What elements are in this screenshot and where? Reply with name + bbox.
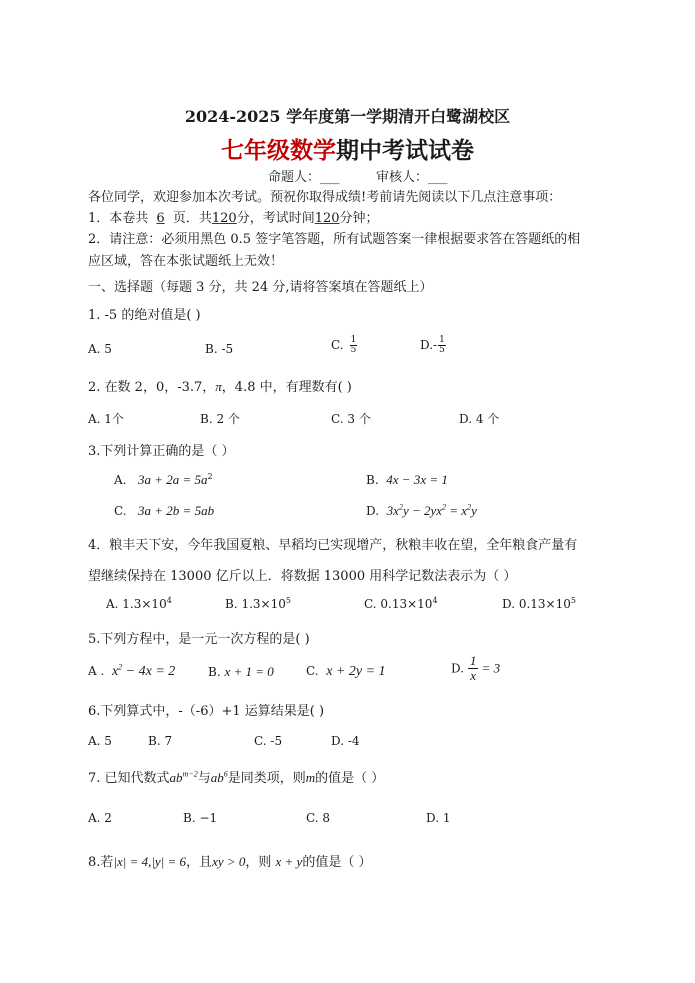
- q2-option-c: C. 3 个: [331, 412, 371, 426]
- q8-stem: 8.若|x| = 4,|y| = 6，且xy > 0，则 x + y的值是（ ）: [88, 854, 372, 870]
- q2-option-a: A. 1个: [88, 412, 124, 426]
- q2-option-b: B. 2 个: [200, 412, 240, 426]
- total-score: 120: [211, 211, 237, 226]
- q1-option-c: C. $\frac{1}{5}$: [331, 335, 357, 355]
- q6-option-b: B. 7: [148, 734, 173, 748]
- fraction: $\frac{1}{5}$: [439, 335, 445, 355]
- q2-stem: 2. 在数 2，0，-3.7，π，4.8 中，有理数有( ): [88, 379, 352, 395]
- school-line: 2024-2025 学年度第一学期清开白鹭湖校区: [184, 107, 511, 126]
- intro-note-1: 1．本卷共 6 页．共120分，考试时间120分钟；: [88, 211, 379, 226]
- fraction: $\frac{1}{x}$: [469, 653, 477, 683]
- intro-greeting: 各位同学，欢迎参加本次考试。预祝你取得成绩!考前请先阅读以下几点注意事项：: [88, 190, 562, 205]
- q1-stem: 1. -5 的绝对值是( ): [88, 308, 201, 323]
- q5-option-a: A . $x^2 - 4x = 2$: [88, 662, 176, 679]
- title-grade: 七年级: [221, 137, 290, 164]
- reviewer-label: 审核人：___: [376, 170, 448, 185]
- pi-symbol: π: [215, 379, 222, 394]
- q4-option-b: B. $1.3\times 10^5$: [225, 596, 291, 611]
- q7-option-d: D. 1: [426, 811, 451, 825]
- q1-option-a: A. 5: [88, 342, 112, 356]
- fraction: $\frac{1}{5}$: [350, 335, 357, 355]
- q4-stem-line1: 4．粮丰天下安，今年我国夏粮、早稻均已实现增产，秋粮丰收在望，全年粮食产量有: [88, 538, 578, 553]
- q5-option-d: D. $\frac{1}{x}$ = 3: [451, 653, 501, 683]
- q6-stem: 6.下列算式中，-（-6）+1 运算结果是( ): [88, 704, 325, 719]
- q3-option-d: D. $3x^2y - 2yx^2 = x^2y$: [366, 502, 477, 518]
- q1-option-d: D.- $\frac{1}{5}$: [420, 335, 445, 355]
- q5-option-b: B. x + 1 = 0: [208, 664, 274, 679]
- title-suffix: 期中考试试卷: [336, 137, 474, 164]
- intro-note-2-line2: 应区域，答在本张试题纸上无效！: [88, 254, 284, 269]
- q7-option-c: C. 8: [306, 811, 331, 825]
- q3-option-a: A. $3a + 2a = 5a^2$: [114, 472, 213, 487]
- intro-note-2-line1: 2．请注意：必须用黑色 0.5 签字笔答题，所有试题答案一律根据要求答在答题纸的相: [88, 232, 581, 247]
- q2-option-d: D. 4 个: [459, 412, 500, 426]
- q7-option-a: A. 2: [88, 811, 112, 825]
- q3-stem: 3.下列计算正确的是（ ）: [88, 444, 235, 459]
- title-subject: 数学: [290, 137, 336, 164]
- q1-option-b: B. -5: [205, 342, 234, 356]
- setter-label: 命题人：___: [268, 170, 340, 185]
- q4-option-d: D. $0.13\times 10^5$: [502, 596, 576, 611]
- q6-option-c: C. -5: [254, 734, 283, 748]
- section-heading: 一、选择题（每题 3 分，共 24 分,请将答案填在答题纸上）: [88, 280, 433, 295]
- exam-title: [0, 132, 695, 165]
- q5-stem: 5.下列方程中，是一元一次方程的是( ): [88, 632, 310, 647]
- q4-stem-line2: 望继续保持在 13000 亿斤以上．将数据 13000 用科学记数法表示为（ ）: [88, 569, 517, 584]
- q4-option-c: C. $0.13\times 10^4$: [364, 596, 438, 611]
- page-count: 6: [156, 211, 165, 226]
- q6-option-a: A. 5: [88, 734, 112, 748]
- q7-option-b: B. −1: [183, 811, 218, 825]
- q3-option-c: C. 3a + 2b = 5ab: [114, 503, 215, 518]
- q4-option-a: A. $1.3\times 10^4$: [106, 596, 172, 611]
- q7-stem: 7. 已知代数式$ab^{m-2}$与$ab^6$是同类项，则m的值是（ ）: [88, 769, 385, 786]
- q6-option-d: D. -4: [331, 734, 360, 748]
- q5-option-c: C. x + 2y = 1: [306, 664, 386, 679]
- q3-option-b: B. 4x − 3x = 1: [366, 472, 448, 487]
- exam-time: 120: [314, 211, 340, 226]
